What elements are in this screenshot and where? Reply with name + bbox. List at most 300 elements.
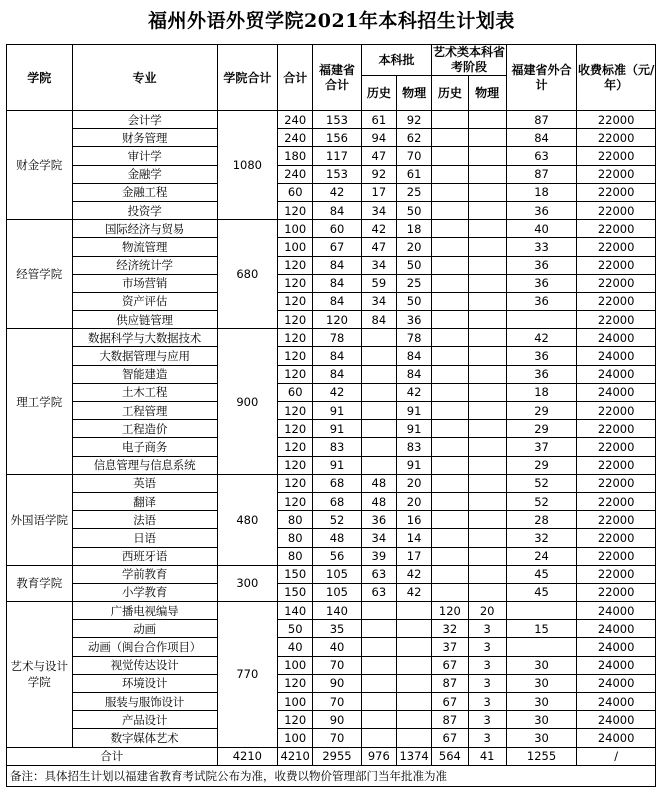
header-art: 艺术类本科省考阶段 bbox=[433, 45, 506, 74]
row-fee: 22000 bbox=[577, 165, 656, 183]
row-physics: 20 bbox=[396, 492, 431, 510]
row-history bbox=[361, 711, 396, 729]
row-total: 150 bbox=[278, 583, 313, 601]
row-physics bbox=[396, 638, 431, 656]
major-name: 英语 bbox=[72, 474, 217, 492]
row-total: 120 bbox=[278, 420, 313, 438]
header-art-physics: 物理 bbox=[468, 76, 506, 111]
row-art-history bbox=[432, 474, 468, 492]
row-physics: 92 bbox=[396, 111, 431, 129]
table-row bbox=[7, 620, 656, 638]
row-art-physics bbox=[468, 183, 506, 201]
row-out-province: 87 bbox=[506, 165, 577, 183]
row-fujian: 70 bbox=[313, 656, 361, 674]
row-out-province: 29 bbox=[506, 420, 577, 438]
row-fee: 22000 bbox=[577, 111, 656, 129]
row-total: 240 bbox=[278, 111, 313, 129]
row-physics bbox=[396, 711, 431, 729]
row-fujian: 153 bbox=[313, 165, 361, 183]
table-row bbox=[7, 583, 656, 601]
row-total: 120 bbox=[278, 711, 313, 729]
row-art-physics bbox=[468, 456, 506, 474]
row-total: 80 bbox=[278, 511, 313, 529]
major-name: 小学教育 bbox=[72, 583, 217, 601]
row-fujian: 91 bbox=[313, 456, 361, 474]
row-out-province bbox=[506, 638, 577, 656]
row-art-physics bbox=[468, 292, 506, 310]
row-art-history: 87 bbox=[432, 674, 468, 692]
row-fee: 22000 bbox=[577, 420, 656, 438]
row-fujian: 90 bbox=[313, 711, 361, 729]
row-fujian: 84 bbox=[313, 274, 361, 292]
row-art-physics: 3 bbox=[468, 656, 506, 674]
row-fujian: 84 bbox=[313, 201, 361, 219]
row-fee: 22000 bbox=[577, 474, 656, 492]
row-art-physics bbox=[468, 147, 506, 165]
row-fujian: 120 bbox=[313, 311, 361, 329]
totals-fee: / bbox=[577, 747, 656, 765]
table-row bbox=[7, 365, 656, 383]
row-fujian: 56 bbox=[313, 547, 361, 565]
row-art-history bbox=[432, 529, 468, 547]
row-total: 120 bbox=[278, 201, 313, 219]
row-physics bbox=[396, 729, 431, 747]
row-physics: 17 bbox=[396, 547, 431, 565]
totals-out-province: 1255 bbox=[506, 747, 577, 765]
college-total: 770 bbox=[217, 602, 277, 748]
row-fee: 24000 bbox=[577, 383, 656, 401]
row-total: 140 bbox=[278, 602, 313, 620]
row-physics: 50 bbox=[396, 201, 431, 219]
row-fee: 24000 bbox=[577, 329, 656, 347]
row-art-physics: 3 bbox=[468, 674, 506, 692]
enrollment-plan-table bbox=[6, 44, 656, 787]
major-name: 土木工程 bbox=[72, 383, 217, 401]
row-history: 34 bbox=[361, 529, 396, 547]
row-art-history bbox=[432, 583, 468, 601]
major-name: 环境设计 bbox=[72, 674, 217, 692]
note: 备注：具体招生计划以福建省教育考试院公布为准，收费以物价管理部门当年批准为准 bbox=[7, 765, 656, 786]
major-name: 物流管理 bbox=[72, 238, 217, 256]
row-physics: 25 bbox=[396, 183, 431, 201]
college-name: 教育学院 bbox=[7, 565, 73, 601]
table-row bbox=[7, 729, 656, 747]
row-history: 63 bbox=[361, 583, 396, 601]
row-out-province: 33 bbox=[506, 238, 577, 256]
row-history: 63 bbox=[361, 565, 396, 583]
row-art-history: 32 bbox=[432, 620, 468, 638]
row-total: 80 bbox=[278, 547, 313, 565]
row-history bbox=[361, 693, 396, 711]
header-history: 历史 bbox=[361, 76, 396, 111]
row-fujian: 78 bbox=[313, 329, 361, 347]
row-fee: 22000 bbox=[577, 565, 656, 583]
row-history: 34 bbox=[361, 256, 396, 274]
major-name: 金融学 bbox=[72, 165, 217, 183]
row-fujian: 90 bbox=[313, 674, 361, 692]
row-fee: 22000 bbox=[577, 256, 656, 274]
row-history bbox=[361, 365, 396, 383]
table-row bbox=[7, 492, 656, 510]
row-out-province: 29 bbox=[506, 456, 577, 474]
row-physics: 84 bbox=[396, 365, 431, 383]
table-row bbox=[7, 547, 656, 565]
row-total: 150 bbox=[278, 565, 313, 583]
row-fee: 24000 bbox=[577, 602, 656, 620]
row-fee: 22000 bbox=[577, 402, 656, 420]
row-art-history: 67 bbox=[432, 656, 468, 674]
major-name: 电子商务 bbox=[72, 438, 217, 456]
row-art-physics bbox=[468, 365, 506, 383]
row-fujian: 35 bbox=[313, 620, 361, 638]
table-row bbox=[7, 711, 656, 729]
row-total: 120 bbox=[278, 256, 313, 274]
header-row-1 bbox=[7, 45, 656, 76]
table-body bbox=[7, 111, 656, 748]
row-fujian: 117 bbox=[313, 147, 361, 165]
row-art-physics bbox=[468, 256, 506, 274]
major-name: 服装与服饰设计 bbox=[72, 693, 217, 711]
college-total: 300 bbox=[217, 565, 277, 601]
row-art-history bbox=[432, 420, 468, 438]
row-total: 240 bbox=[278, 129, 313, 147]
row-art-history bbox=[432, 511, 468, 529]
table-row bbox=[7, 529, 656, 547]
page-title: 福州外语外贸学院2021年本科招生计划表 bbox=[148, 10, 515, 32]
row-fee: 22000 bbox=[577, 492, 656, 510]
row-fee: 22000 bbox=[577, 529, 656, 547]
row-fee: 22000 bbox=[577, 547, 656, 565]
header-fee: 收费标准（元/年） bbox=[577, 45, 656, 111]
table-row bbox=[7, 147, 656, 165]
college-name: 外国语学院 bbox=[7, 474, 73, 565]
row-fee: 22000 bbox=[577, 147, 656, 165]
row-fujian: 84 bbox=[313, 292, 361, 310]
row-total: 120 bbox=[278, 347, 313, 365]
header-out-province: 福建省外合计 bbox=[506, 45, 577, 111]
table-row bbox=[7, 638, 656, 656]
row-fee: 24000 bbox=[577, 656, 656, 674]
row-out-province: 37 bbox=[506, 438, 577, 456]
table-row bbox=[7, 329, 656, 347]
row-history bbox=[361, 620, 396, 638]
row-art-physics bbox=[468, 547, 506, 565]
table-row bbox=[7, 220, 656, 238]
college-total: 680 bbox=[217, 220, 277, 329]
major-name: 视觉传达设计 bbox=[72, 656, 217, 674]
row-art-history bbox=[432, 165, 468, 183]
row-physics: 42 bbox=[396, 383, 431, 401]
row-out-province bbox=[506, 311, 577, 329]
row-out-province: 40 bbox=[506, 220, 577, 238]
row-history: 42 bbox=[361, 220, 396, 238]
row-art-history bbox=[432, 274, 468, 292]
row-total: 100 bbox=[278, 238, 313, 256]
row-total: 120 bbox=[278, 492, 313, 510]
row-history bbox=[361, 402, 396, 420]
row-physics: 18 bbox=[396, 220, 431, 238]
table-row bbox=[7, 602, 656, 620]
row-fee: 22000 bbox=[577, 201, 656, 219]
row-fee: 22000 bbox=[577, 456, 656, 474]
row-out-province: 36 bbox=[506, 274, 577, 292]
major-name: 信息管理与信息系统 bbox=[72, 456, 217, 474]
college-total: 480 bbox=[217, 474, 277, 565]
row-art-history: 37 bbox=[432, 638, 468, 656]
row-history: 92 bbox=[361, 165, 396, 183]
row-fujian: 68 bbox=[313, 474, 361, 492]
row-total: 120 bbox=[278, 674, 313, 692]
row-physics bbox=[396, 620, 431, 638]
row-out-province: 84 bbox=[506, 129, 577, 147]
row-fee: 24000 bbox=[577, 729, 656, 747]
row-fujian: 42 bbox=[313, 183, 361, 201]
table-row bbox=[7, 274, 656, 292]
totals-history: 976 bbox=[361, 747, 396, 765]
major-name: 会计学 bbox=[72, 111, 217, 129]
major-name: 智能建造 bbox=[72, 365, 217, 383]
row-fujian: 67 bbox=[313, 238, 361, 256]
table-row bbox=[7, 565, 656, 583]
row-history bbox=[361, 456, 396, 474]
row-total: 120 bbox=[278, 456, 313, 474]
table-row bbox=[7, 129, 656, 147]
row-physics: 61 bbox=[396, 165, 431, 183]
row-history bbox=[361, 602, 396, 620]
row-physics bbox=[396, 674, 431, 692]
row-art-physics bbox=[468, 438, 506, 456]
row-art-physics bbox=[468, 583, 506, 601]
table-row bbox=[7, 292, 656, 310]
row-history: 48 bbox=[361, 474, 396, 492]
table-row bbox=[7, 656, 656, 674]
major-name: 广播电视编导 bbox=[72, 602, 217, 620]
college-name: 艺术与设计学院 bbox=[7, 602, 73, 748]
row-fujian: 52 bbox=[313, 511, 361, 529]
table-row bbox=[7, 674, 656, 692]
row-art-history bbox=[432, 492, 468, 510]
row-history: 39 bbox=[361, 547, 396, 565]
row-art-history bbox=[432, 438, 468, 456]
row-out-province bbox=[506, 602, 577, 620]
row-total: 120 bbox=[278, 438, 313, 456]
header-physics: 物理 bbox=[396, 76, 431, 111]
row-art-history bbox=[432, 292, 468, 310]
row-out-province: 18 bbox=[506, 383, 577, 401]
row-history: 17 bbox=[361, 183, 396, 201]
row-art-history bbox=[432, 565, 468, 583]
row-physics: 91 bbox=[396, 420, 431, 438]
table-row bbox=[7, 511, 656, 529]
row-physics: 62 bbox=[396, 129, 431, 147]
major-name: 法语 bbox=[72, 511, 217, 529]
row-fujian: 40 bbox=[313, 638, 361, 656]
row-fujian: 91 bbox=[313, 420, 361, 438]
row-art-physics bbox=[468, 238, 506, 256]
totals-fujian: 2955 bbox=[313, 747, 361, 765]
row-fee: 22000 bbox=[577, 220, 656, 238]
row-history: 59 bbox=[361, 274, 396, 292]
row-history bbox=[361, 638, 396, 656]
totals-art-history: 564 bbox=[432, 747, 468, 765]
row-out-province: 36 bbox=[506, 347, 577, 365]
college-total: 1080 bbox=[217, 111, 277, 220]
row-history: 34 bbox=[361, 201, 396, 219]
college-name: 财金学院 bbox=[7, 111, 73, 220]
row-out-province: 30 bbox=[506, 674, 577, 692]
row-fujian: 105 bbox=[313, 565, 361, 583]
row-art-physics bbox=[468, 329, 506, 347]
header-art-history: 历史 bbox=[432, 76, 468, 111]
major-name: 日语 bbox=[72, 529, 217, 547]
row-fee: 24000 bbox=[577, 638, 656, 656]
row-art-physics bbox=[468, 220, 506, 238]
row-total: 120 bbox=[278, 311, 313, 329]
row-physics: 84 bbox=[396, 347, 431, 365]
table-row bbox=[7, 165, 656, 183]
major-name: 西班牙语 bbox=[72, 547, 217, 565]
row-art-physics bbox=[468, 111, 506, 129]
row-art-history bbox=[432, 547, 468, 565]
row-out-province: 45 bbox=[506, 565, 577, 583]
totals-row bbox=[7, 747, 656, 765]
row-fee: 24000 bbox=[577, 620, 656, 638]
row-art-physics: 20 bbox=[468, 602, 506, 620]
college-name: 理工学院 bbox=[7, 329, 73, 475]
row-art-physics bbox=[468, 474, 506, 492]
row-total: 180 bbox=[278, 147, 313, 165]
row-history bbox=[361, 347, 396, 365]
row-physics: 25 bbox=[396, 274, 431, 292]
major-name: 学前教育 bbox=[72, 565, 217, 583]
row-art-history bbox=[432, 183, 468, 201]
totals-college-total: 4210 bbox=[217, 747, 277, 765]
row-history: 84 bbox=[361, 311, 396, 329]
row-art-physics bbox=[468, 492, 506, 510]
row-fee: 24000 bbox=[577, 693, 656, 711]
row-art-history bbox=[432, 238, 468, 256]
row-fee: 22000 bbox=[577, 511, 656, 529]
table-row bbox=[7, 438, 656, 456]
major-name: 翻译 bbox=[72, 492, 217, 510]
row-total: 100 bbox=[278, 693, 313, 711]
row-art-physics: 3 bbox=[468, 729, 506, 747]
major-name: 市场营销 bbox=[72, 274, 217, 292]
row-art-history: 120 bbox=[432, 602, 468, 620]
row-history bbox=[361, 729, 396, 747]
row-fujian: 48 bbox=[313, 529, 361, 547]
row-physics: 91 bbox=[396, 456, 431, 474]
row-fujian: 70 bbox=[313, 693, 361, 711]
row-physics: 50 bbox=[396, 256, 431, 274]
row-art-physics bbox=[468, 383, 506, 401]
row-out-province: 36 bbox=[506, 365, 577, 383]
table-row bbox=[7, 256, 656, 274]
table-row bbox=[7, 111, 656, 129]
row-history: 36 bbox=[361, 511, 396, 529]
row-art-physics bbox=[468, 402, 506, 420]
row-total: 120 bbox=[278, 329, 313, 347]
row-fee: 22000 bbox=[577, 292, 656, 310]
row-out-province: 63 bbox=[506, 147, 577, 165]
row-art-history: 67 bbox=[432, 729, 468, 747]
row-history bbox=[361, 438, 396, 456]
table-row bbox=[7, 402, 656, 420]
row-total: 120 bbox=[278, 402, 313, 420]
major-name: 资产评估 bbox=[72, 292, 217, 310]
table-row bbox=[7, 238, 656, 256]
row-physics: 78 bbox=[396, 329, 431, 347]
major-name: 投资学 bbox=[72, 201, 217, 219]
row-art-physics: 3 bbox=[468, 620, 506, 638]
row-art-physics: 3 bbox=[468, 693, 506, 711]
row-physics: 20 bbox=[396, 238, 431, 256]
college-name: 经管学院 bbox=[7, 220, 73, 329]
row-fee: 22000 bbox=[577, 311, 656, 329]
row-fujian: 60 bbox=[313, 220, 361, 238]
row-fujian: 153 bbox=[313, 111, 361, 129]
row-art-physics bbox=[468, 420, 506, 438]
table-row bbox=[7, 383, 656, 401]
row-total: 40 bbox=[278, 638, 313, 656]
row-out-province: 29 bbox=[506, 402, 577, 420]
row-total: 100 bbox=[278, 220, 313, 238]
row-out-province: 42 bbox=[506, 329, 577, 347]
row-out-province: 30 bbox=[506, 656, 577, 674]
table-row bbox=[7, 311, 656, 329]
row-total: 100 bbox=[278, 729, 313, 747]
row-out-province: 15 bbox=[506, 620, 577, 638]
row-out-province: 18 bbox=[506, 183, 577, 201]
row-total: 100 bbox=[278, 656, 313, 674]
row-fujian: 156 bbox=[313, 129, 361, 147]
major-name: 工程管理 bbox=[72, 402, 217, 420]
table-row bbox=[7, 474, 656, 492]
row-total: 120 bbox=[278, 474, 313, 492]
row-history bbox=[361, 674, 396, 692]
college-total: 900 bbox=[217, 329, 277, 475]
major-name: 工程造价 bbox=[72, 420, 217, 438]
row-art-physics bbox=[468, 511, 506, 529]
row-art-history bbox=[432, 220, 468, 238]
row-total: 120 bbox=[278, 292, 313, 310]
row-physics: 83 bbox=[396, 438, 431, 456]
header-benke: 本科批 bbox=[361, 45, 432, 76]
row-out-province: 87 bbox=[506, 111, 577, 129]
row-fujian: 83 bbox=[313, 438, 361, 456]
major-name: 动画（闽台合作项目） bbox=[72, 638, 217, 656]
row-fee: 24000 bbox=[577, 365, 656, 383]
row-fee: 22000 bbox=[577, 583, 656, 601]
row-art-physics bbox=[468, 565, 506, 583]
row-physics: 91 bbox=[396, 402, 431, 420]
major-name: 数字媒体艺术 bbox=[72, 729, 217, 747]
table-row bbox=[7, 420, 656, 438]
row-out-province: 30 bbox=[506, 711, 577, 729]
row-history bbox=[361, 383, 396, 401]
row-fujian: 42 bbox=[313, 383, 361, 401]
row-history: 61 bbox=[361, 111, 396, 129]
row-art-history bbox=[432, 147, 468, 165]
row-out-province: 36 bbox=[506, 201, 577, 219]
table-row bbox=[7, 201, 656, 219]
major-name: 审计学 bbox=[72, 147, 217, 165]
row-fujian: 84 bbox=[313, 347, 361, 365]
row-fee: 24000 bbox=[577, 674, 656, 692]
row-physics: 20 bbox=[396, 474, 431, 492]
row-art-history bbox=[432, 129, 468, 147]
row-history: 34 bbox=[361, 292, 396, 310]
